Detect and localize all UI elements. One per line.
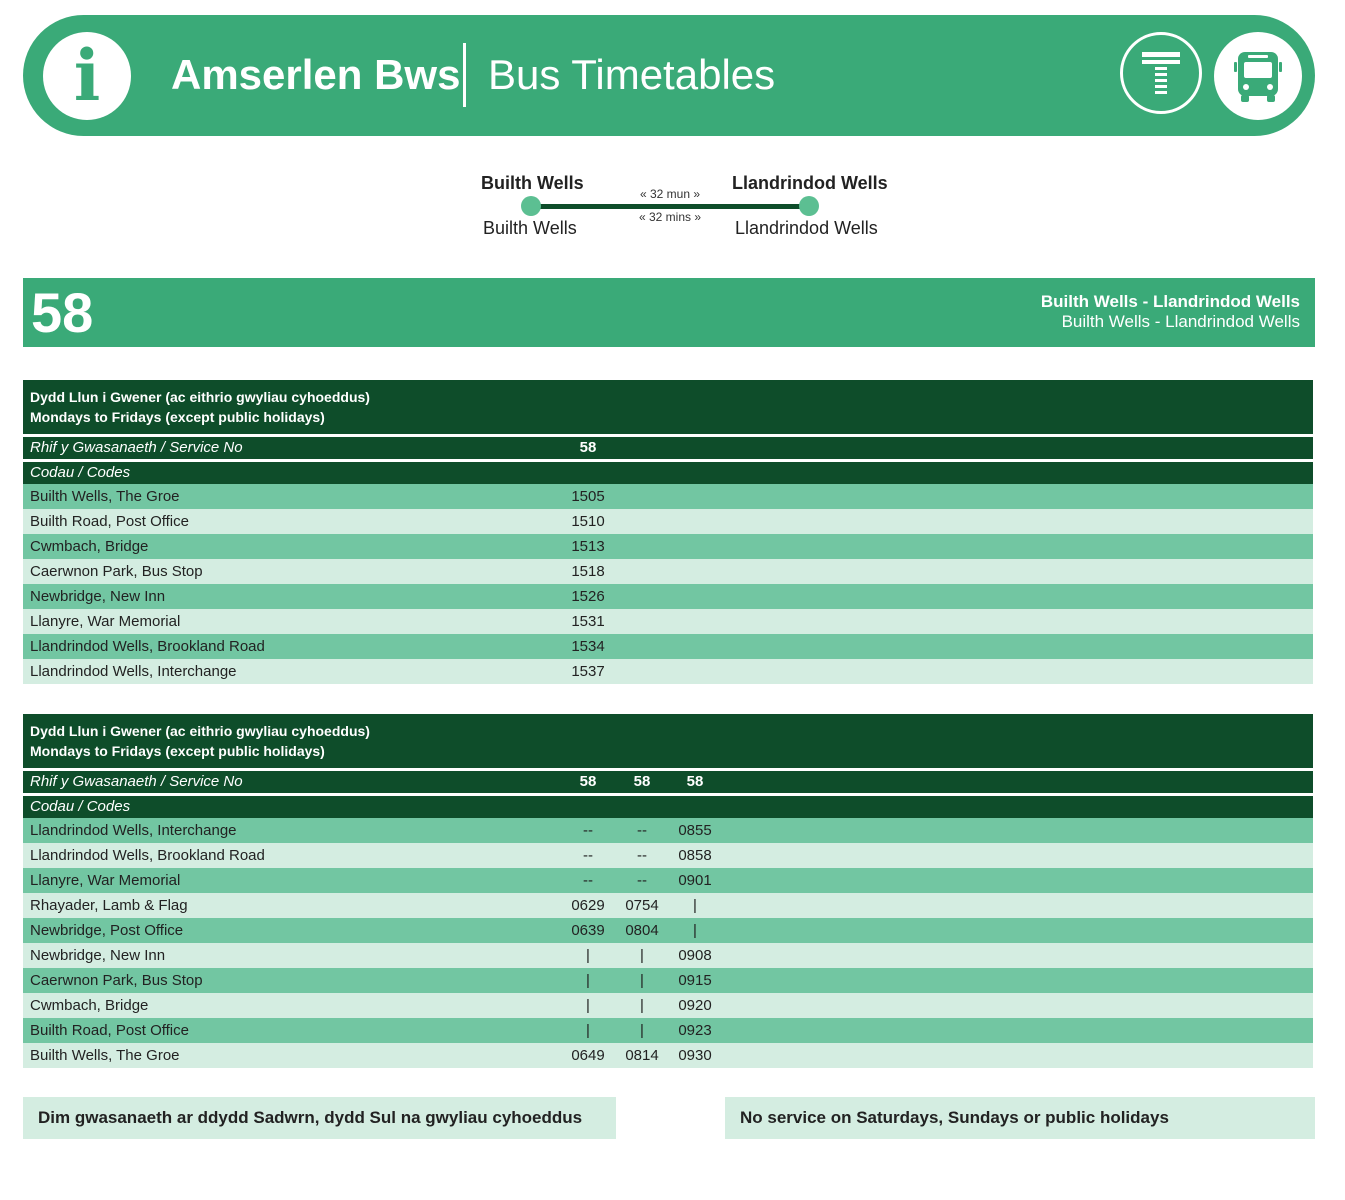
departure-time: -- <box>637 822 647 839</box>
departure-time: 0915 <box>678 972 712 989</box>
table-row <box>23 893 1313 918</box>
departure-time: | <box>586 972 590 989</box>
departure-time: -- <box>583 872 593 889</box>
stop-name: Builth Wells, The Groe <box>30 1047 180 1064</box>
table-row <box>23 534 1313 559</box>
days-english: Mondays to Fridays (except public holidays) <box>30 743 325 759</box>
stop-name: Caerwnon Park, Bus Stop <box>30 563 203 580</box>
departure-time: 0629 <box>571 897 605 914</box>
service-number: 58 <box>633 773 651 790</box>
departure-time: | <box>640 997 644 1014</box>
service-number-row <box>23 437 1313 462</box>
departure-time: 0804 <box>625 922 659 939</box>
departure-time: 1505 <box>571 488 605 505</box>
departure-time: 1513 <box>571 538 605 555</box>
codes-label: Codau / Codes <box>30 798 131 815</box>
departure-time: -- <box>637 872 647 889</box>
route-line <box>531 204 809 209</box>
stop-name: Builth Road, Post Office <box>30 1022 189 1039</box>
stop-name: Llandrindod Wells, Interchange <box>30 663 237 680</box>
service-number-row <box>23 771 1313 796</box>
stop-name: Llandrindod Wells, Brookland Road <box>30 638 265 655</box>
route-number: 58 <box>31 281 94 344</box>
table-row <box>23 609 1313 634</box>
bus-icon <box>1214 32 1302 120</box>
days-english: Mondays to Fridays (except public holidays) <box>30 409 325 425</box>
service-number: 58 <box>579 439 597 456</box>
service-number: 58 <box>686 773 704 790</box>
departure-time: 0814 <box>625 1047 659 1064</box>
departure-time: 0858 <box>678 847 712 864</box>
stop-name: Llanyre, War Memorial <box>30 872 181 889</box>
destination-stop-marker <box>799 196 819 216</box>
stop-name: Llandrindod Wells, Interchange <box>30 822 237 839</box>
departure-time: 1510 <box>571 513 605 530</box>
stop-name: Rhayader, Lamb & Flag <box>30 897 188 914</box>
timetable-builth-to-llandrindod <box>23 380 1313 684</box>
table-row <box>23 559 1313 584</box>
departure-time: -- <box>583 847 593 864</box>
departure-time: | <box>640 1022 644 1039</box>
departure-time: 0908 <box>678 947 712 964</box>
stop-name: Caerwnon Park, Bus Stop <box>30 972 203 989</box>
departure-time: 1526 <box>571 588 605 605</box>
destination-name-english: Llandrindod Wells <box>735 218 878 238</box>
departure-time: 0920 <box>678 997 712 1014</box>
timetable-llandrindod-to-builth <box>23 714 1313 1068</box>
table-row <box>23 918 1313 943</box>
departure-time: 0930 <box>678 1047 712 1064</box>
service-number-label: Rhif y Gwasanaeth / Service No <box>30 439 243 456</box>
departure-time: 0649 <box>571 1047 605 1064</box>
table-row <box>23 484 1313 509</box>
stop-name: Newbridge, New Inn <box>30 947 166 964</box>
table-row <box>23 943 1313 968</box>
table-row <box>23 968 1313 993</box>
departure-time: | <box>640 947 644 964</box>
stop-name: Builth Wells, The Groe <box>30 488 180 505</box>
stop-name: Newbridge, Post Office <box>30 922 184 939</box>
service-number-label: Rhif y Gwasanaeth / Service No <box>30 773 243 790</box>
title-divider <box>463 43 466 107</box>
table-row <box>23 843 1313 868</box>
stop-name: Cwmbach, Bridge <box>30 997 149 1014</box>
table-row <box>23 1018 1313 1043</box>
journey-duration-english: « 32 mins » <box>638 210 702 224</box>
departure-time: -- <box>637 847 647 864</box>
no-service-note-welsh: Dim gwasanaeth ar ddydd Sadwrn, dydd Sul na gwyliau cyhoeddus <box>23 1097 616 1139</box>
route-diagram <box>430 165 910 245</box>
table-row <box>23 634 1313 659</box>
codes-row <box>23 796 1313 818</box>
table-row <box>23 659 1313 684</box>
departure-time: 0855 <box>678 822 712 839</box>
stop-name: Builth Road, Post Office <box>30 513 189 530</box>
stop-name: Llanyre, War Memorial <box>30 613 181 630</box>
timetable-day-header <box>23 714 1313 768</box>
table-row <box>23 818 1313 843</box>
destination-name-welsh: Llandrindod Wells <box>732 173 888 193</box>
departure-time: 0754 <box>625 897 659 914</box>
page-header <box>23 15 1315 136</box>
departure-time: 1534 <box>571 638 605 655</box>
page-title-welsh: Amserlen Bws <box>171 51 461 98</box>
departure-time: | <box>586 997 590 1014</box>
departure-time: | <box>640 972 644 989</box>
origin-name-english: Builth Wells <box>483 218 577 238</box>
traws-t-logo-icon <box>1120 32 1202 114</box>
codes-row <box>23 462 1313 484</box>
route-destinations-english: Builth Wells - Llandrindod Wells <box>1061 312 1300 331</box>
table-row <box>23 1043 1313 1068</box>
departure-time: 1518 <box>571 563 605 580</box>
departure-time: | <box>586 1022 590 1039</box>
info-icon: i <box>43 32 131 120</box>
route-destinations-welsh: Builth Wells - Llandrindod Wells <box>1040 292 1300 311</box>
stop-name: Newbridge, New Inn <box>30 588 166 605</box>
page-title-english: Bus Timetables <box>488 51 776 98</box>
journey-duration-welsh: « 32 mun » <box>639 187 701 201</box>
timetable-day-header <box>23 380 1313 434</box>
origin-name-welsh: Builth Wells <box>481 173 584 193</box>
departure-time: | <box>693 897 697 914</box>
departure-time: 1531 <box>571 613 605 630</box>
table-row <box>23 993 1313 1018</box>
origin-stop-marker <box>521 196 541 216</box>
days-welsh: Dydd Llun i Gwener (ac eithrio gwyliau cyhoeddus) <box>30 723 370 739</box>
table-row <box>23 509 1313 534</box>
departure-time: 0639 <box>571 922 605 939</box>
departure-time: -- <box>583 822 593 839</box>
stop-name: Cwmbach, Bridge <box>30 538 149 555</box>
days-welsh: Dydd Llun i Gwener (ac eithrio gwyliau cyhoeddus) <box>30 389 370 405</box>
departure-time: 1537 <box>571 663 605 680</box>
no-service-note-english: No service on Saturdays, Sundays or public holidays <box>725 1097 1315 1139</box>
departure-time: 0923 <box>678 1022 712 1039</box>
stop-name: Llandrindod Wells, Brookland Road <box>30 847 265 864</box>
route-banner <box>23 278 1315 347</box>
table-row <box>23 584 1313 609</box>
departure-time: 0901 <box>678 872 712 889</box>
departure-time: | <box>586 947 590 964</box>
table-row <box>23 868 1313 893</box>
departure-time: | <box>693 922 697 939</box>
service-number: 58 <box>579 773 597 790</box>
codes-label: Codau / Codes <box>30 464 131 481</box>
